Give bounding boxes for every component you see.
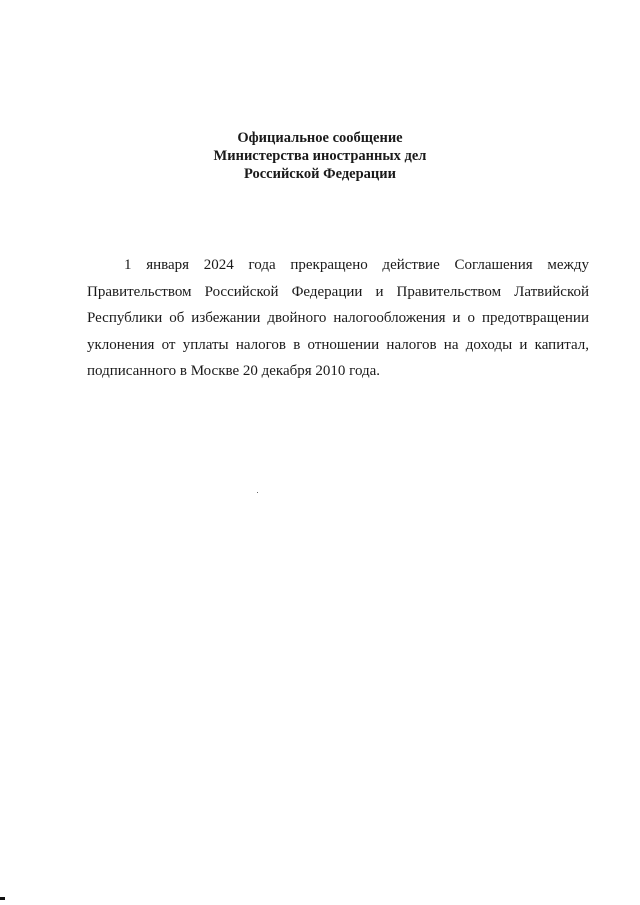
- heading-line-2: Министерства иностранных дел: [213, 148, 427, 164]
- document-heading: [0, 129, 640, 183]
- document-body-paragraph: 1 января 2024 года прекращено действие Соглашения между Правительством Российской Федерации и Правительством Латвийской Республики об избежании двойного налогообложения и о предотвращении уклонения от уплаты налогов в отношении налогов на доходы и капитал, подписанного в Москве 20 декабря 2010 года.: [87, 257, 589, 379]
- scan-edge-mark: [0, 897, 5, 900]
- scan-speck: [257, 492, 258, 493]
- heading-line-1: Официальное сообщение: [237, 130, 403, 146]
- heading-line-3: Российской Федерации: [243, 166, 396, 182]
